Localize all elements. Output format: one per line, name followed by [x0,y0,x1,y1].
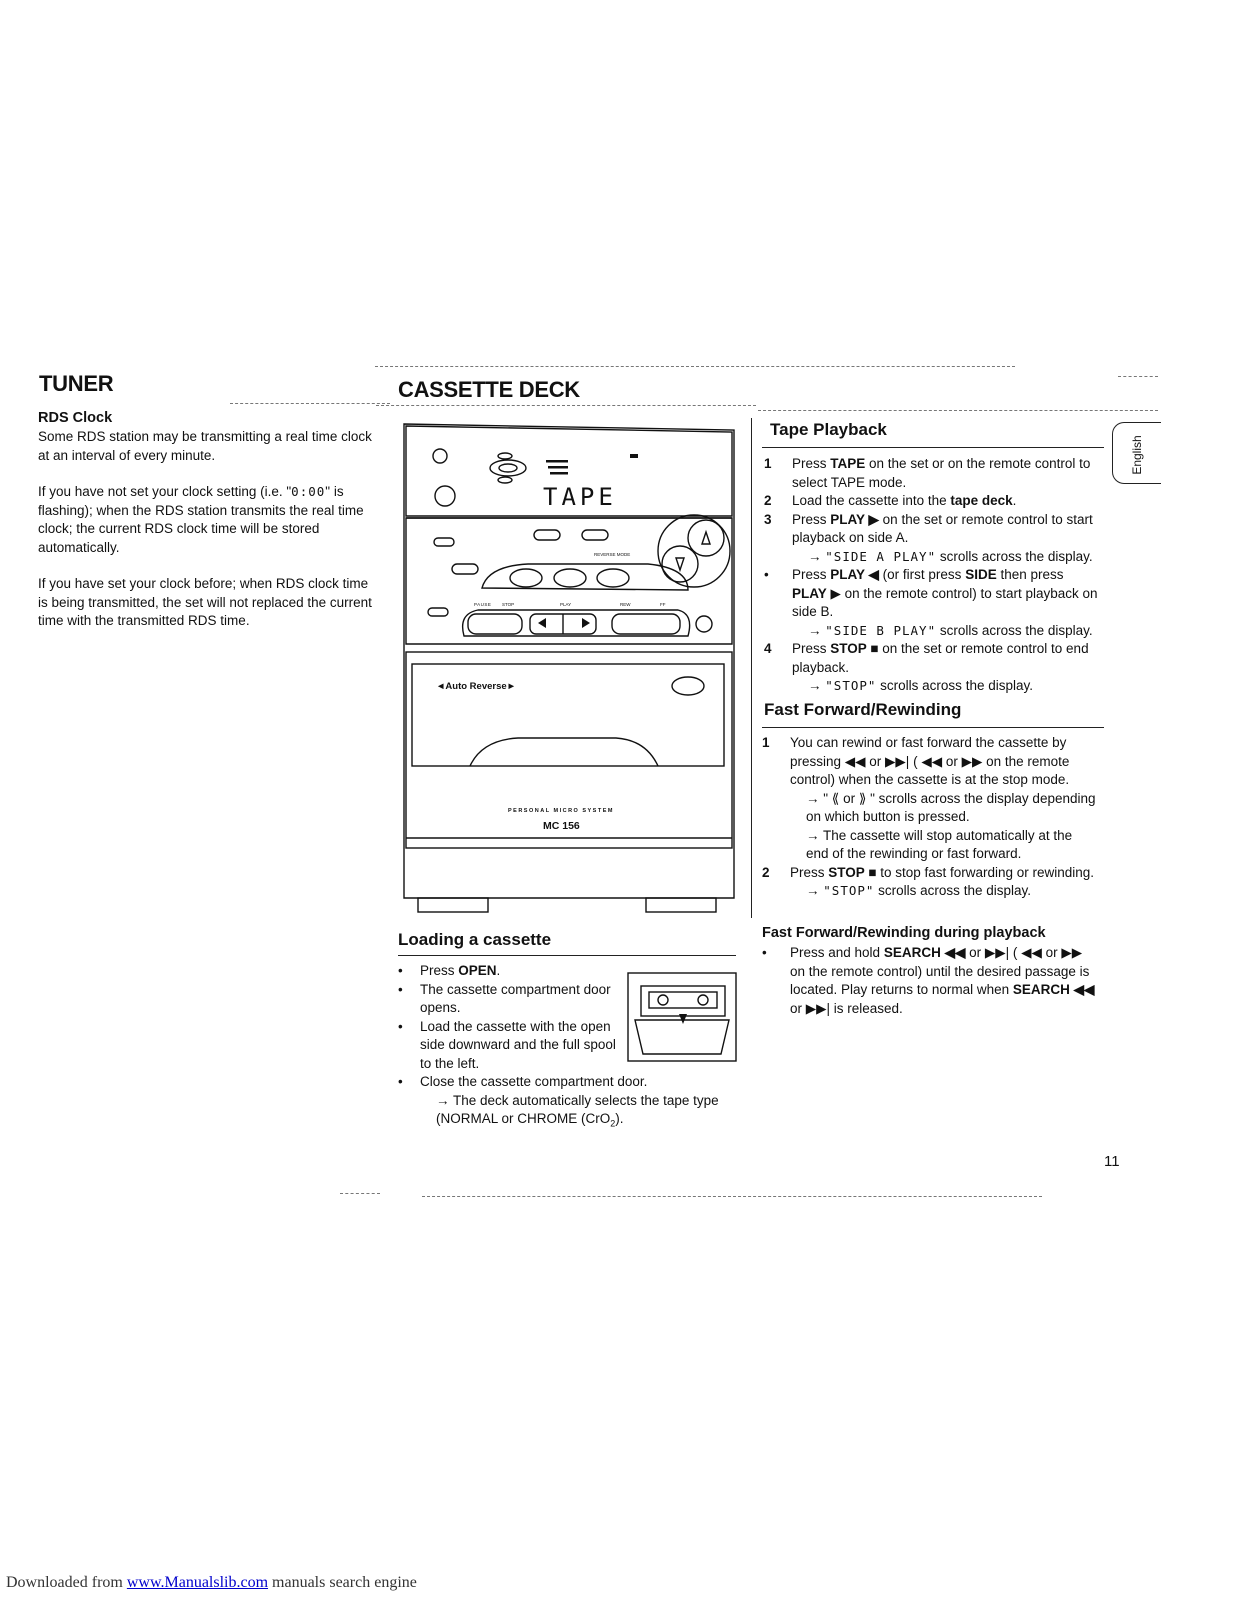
footer-suffix: manuals search engine [268,1574,417,1591]
loading-b4-sub [420,1092,740,1134]
tape-s3-sub [792,548,1098,567]
tape-sb-sub-post: scrolls across the display. [936,622,1093,638]
tape-s2-post: . [1012,493,1017,508]
loading-rule [398,955,736,956]
loading-b1-post: . [496,963,501,978]
bullet: • [764,567,769,582]
ff-step-2 [762,864,1098,901]
illus-label-rew: REW [620,602,631,607]
tape-sb-sub [792,622,1098,641]
loading-b1-pre: Press [420,963,459,978]
ff-s2-sub [790,882,1098,901]
tape-s1-bold: TAPE [830,456,866,471]
page-number: 11 [1104,1153,1120,1170]
scan-rule-top-right [1118,376,1158,377]
mc156-illustration [398,418,740,914]
arrow-icon: → [808,548,822,564]
tape-s2-pre: Load the cassette into the [792,493,951,508]
cassette-insert-drawing [627,972,737,1062]
rds-clock-subheading: RDS Clock [38,410,113,426]
arrow-icon: → [436,1092,450,1108]
loading-b3: Load the cassette with the open side downward and the full spool to the left. [420,1018,616,1071]
ff-playback-heading: Fast Forward/Rewinding during playback [762,925,1046,941]
loading-b4-sub-post: ). [615,1111,624,1126]
loading-heading: Loading a cassette [398,930,552,949]
illus-brand-line: PERSONAL MICRO SYSTEM [508,808,614,814]
loading-list [398,962,719,1133]
loading-b2: The cassette compartment door opens. [420,981,611,1015]
tape-sb-post: ▶ on the remote control) to start playback on side B. [792,585,1098,619]
fast-forward-steps [762,734,1098,901]
scan-rule-bottom-left [340,1193,380,1194]
tape-sb-mid2: then press [996,567,1064,582]
tape-s3-bold: PLAY ▶ [830,511,879,527]
illus-reverse-mode: REVERSE MODE [594,552,631,557]
illus-display-text: TAPE [543,483,617,511]
scan-rule-right [758,410,1158,411]
tape-step-3 [764,511,1098,567]
tape-s1-pre: Press [792,456,831,471]
manualslib-link[interactable]: www.Manualslib.com [126,1574,269,1591]
rds-para-3: If you have set your clock before; when RDS clock time is being transmitted, the set will not replaced the current time with the transmitted RDS time. [38,576,372,628]
bullet: • [762,945,767,960]
tape-playback-rule [762,447,1104,448]
tape-sb-pre: Press [792,567,831,582]
column-divider [751,418,752,918]
lcd-stop: "STOP" [825,678,877,693]
arrow-icon: → [806,790,820,806]
cassette-insert-illustration [627,972,737,1062]
step-number: 2 [764,493,772,508]
arrow-icon: → [806,827,820,843]
illus-label-pause: PAUSE [474,602,492,607]
illus-label-ff: FF [660,602,666,607]
footer-prefix: Downloaded from [6,1574,127,1591]
tape-s4-sub [792,677,1098,696]
lcd-side-a-play: "SIDE A PLAY" [825,548,937,564]
illus-model: MC 156 [543,820,580,832]
ff-s2-bold: STOP ■ [828,864,877,880]
arrow-icon: → [806,883,820,898]
tuner-heading: TUNER [39,371,114,396]
tape-s2-bold: tape deck [950,493,1013,508]
tape-s3-pre: Press [792,511,831,527]
illus-door-label: ◄Auto Reverse► [436,681,517,692]
language-tab-label: English [1130,435,1144,475]
tape-sb-bold3: PLAY [792,585,827,601]
cassette-heading: CASSETTE DECK [398,377,580,402]
tape-step-4 [764,640,1098,696]
step-number: 1 [762,735,770,750]
arrow-icon: → [808,622,822,638]
rds-para-1: Some RDS station may be transmitting a real time clock at an interval of every minute. [38,429,372,463]
tape-sb-mid1: (or first press [878,567,966,582]
rds-para-2-pre: If you have not set your clock setting (i.e. " [38,484,292,499]
loading-b4: Close the cassette compartment door. [420,1074,648,1089]
scan-rule-cassette [376,405,756,406]
rds-para-2 [38,483,378,557]
loading-bullet-4: • Close the cassette compartment door. → The deck automatically selects the tape type (NORMAL or CHROME (CrO$_2$). [398,1073,740,1133]
tuner-section [38,410,378,631]
tape-s4-post: on the set or remote control to end playback. [792,641,1089,675]
loading-b1-bold: OPEN [458,963,497,978]
lcd-clock-value: 0:00 [291,484,326,499]
fast-forward-rule [762,727,1104,728]
language-side-tab [1112,422,1161,484]
lcd-stop: "STOP" [823,883,875,898]
tape-sb-bold2: SIDE [965,567,997,582]
ff-s1-sub2 [790,827,1098,864]
ff-pb-pre: Press and hold [790,945,884,960]
ff-pb-bold2: SEARCH ◀◀ [1012,982,1095,997]
step-number: 1 [764,456,772,471]
tape-s4-bold: STOP ■ [830,641,879,656]
tape-step-1 [764,455,1098,492]
step-number: 3 [764,511,772,527]
illus-label-stop: STOP [502,602,515,607]
tape-step-side-b [764,566,1098,640]
ff-s1-sub2-text: The cassette will stop automatically at the end of the rewinding or fast forward. [806,827,1073,861]
tape-playback-heading: Tape Playback [770,420,887,439]
rds-para-2-post: " is flashing); when the RDS station transmits the real time clock; the current RDS clock time will be stored automatically. [38,484,364,555]
ff-s1-sub1-text: " ⟪ or ⟫ " scrolls across the display depending on which button is pressed. [806,790,1096,824]
scan-rule-bottom [422,1196,1042,1197]
ff-playback-bullet [762,944,1098,1018]
tape-sb-bold1: PLAY ◀ [830,567,879,582]
ff-pb-mid: or ▶▶| ( ◀◀ or ▶▶ on the remote control) until the desired passage is located. Play returns to normal when [790,945,1090,997]
tape-s4-pre: Press [792,641,831,656]
ff-s2-post: to stop fast forwarding or rewinding. [876,864,1095,880]
tape-playback-steps [764,455,1098,696]
tape-step-2 [764,492,1098,511]
loading-bullet-3: • Load the cassette with the open side downward and the full spool to the left. [398,1018,616,1071]
tape-s3-post: on the set or remote control to start playback on side A. [792,511,1093,545]
tape-s3-sub-post: scrolls across the display. [936,548,1093,564]
loading-b4-subscript: 2 [610,1118,616,1129]
scan-rule-tuner [230,403,390,404]
ff-pb-bold: SEARCH ◀◀ [883,945,966,960]
ff-playback-list [762,944,1098,1018]
ff-s2-sub-post: scrolls across the display. [874,883,1031,898]
ff-s1-text: You can rewind or fast forward the cassette by pressing ◀◀ or ▶▶| ( ◀◀ or ▶▶ on the remote control) when the cassette is at the stop mode. [790,735,1070,787]
ff-step-1 [762,734,1098,864]
step-number: 4 [764,641,772,656]
ff-s2-pre: Press [790,864,829,880]
tape-s1-post: on the set or on the remote control to select TAPE mode. [792,456,1091,490]
illus-label-play: PLAY [560,602,572,607]
step-number: 2 [762,864,770,880]
download-footer [6,1574,417,1592]
loading-b4-sub-pre: The deck automatically selects the tape type (NORMAL or CHROME (CrO [436,1092,719,1126]
lcd-side-b-play: "SIDE B PLAY" [825,622,937,638]
tape-s4-sub-post: scrolls across the display. [876,678,1033,693]
scan-rule-top [375,366,1015,367]
fast-forward-heading: Fast Forward/Rewinding [764,700,962,719]
ff-pb-post: or ▶▶| is released. [790,1000,903,1016]
loading-bullet-1: • Press OPEN. [398,963,501,978]
loading-bullet-2: • The cassette compartment door opens. [398,981,611,1015]
arrow-icon: → [808,678,822,693]
ff-s1-sub1 [790,790,1098,827]
